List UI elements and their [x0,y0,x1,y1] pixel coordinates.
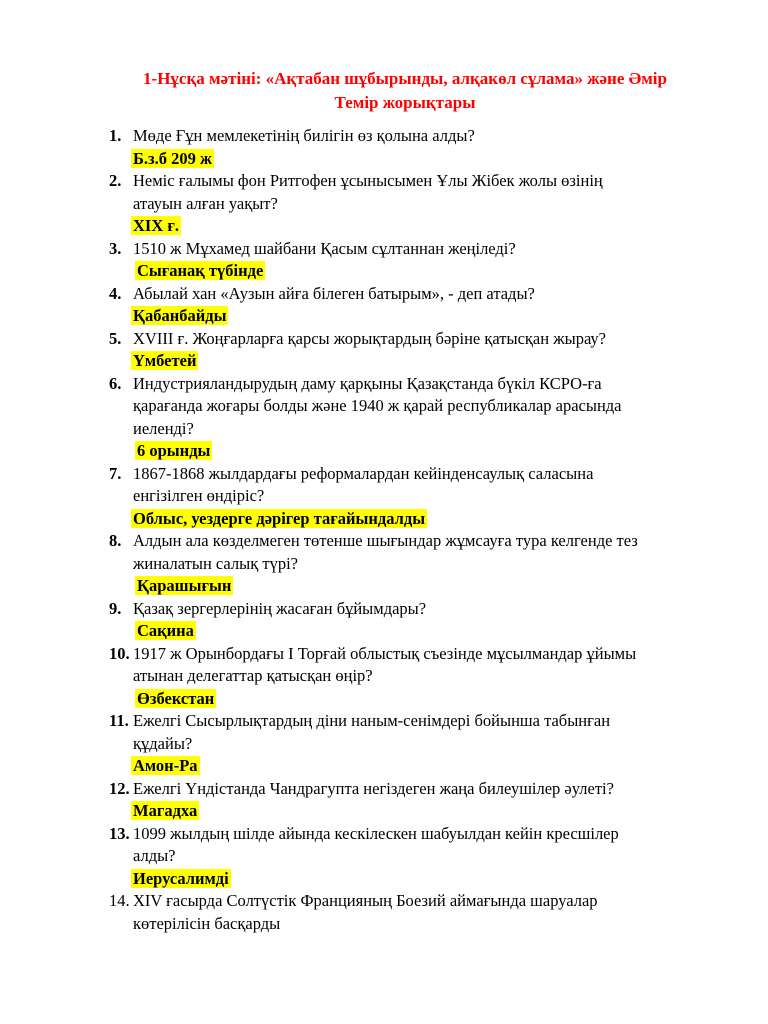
question-number: 3. [109,238,122,258]
title-line-1: 1-Нұсқа мәтіні: «Ақтабан шұбырынды, алқакөл сұлама» және Әмір [143,69,667,88]
question-line: алды? [133,846,176,865]
answer-highlight: Б.з.б 209 ж [133,148,213,168]
question-item [0,710,768,778]
answer-highlight: Өзбекстан [137,688,215,708]
question-line: атауын алған уақыт? [133,193,278,213]
question-text [133,530,693,575]
question-number: 13. [109,823,130,843]
answer-highlight: ХІХ ғ. [133,216,179,235]
answer-highlight: Қарашығын [137,576,232,595]
answer-highlight: Сақина [137,621,194,640]
answer-line [131,800,768,823]
question-list [0,125,768,935]
answer-line [135,260,768,283]
question-text [133,283,693,306]
question-item [0,283,768,328]
question-line: Ежелгі Сысырлықтардың діни наным-сенімдері бойынша табынған [133,711,611,730]
question-item [0,170,768,238]
question-number: 5. [109,328,122,348]
question-line: Неміс ғалымы фон Ритгофен ұсынысымен Ұлы Жібек жолы өзінің [133,171,603,190]
answer-line [135,440,768,463]
question-text [133,710,693,755]
answer-line [135,688,768,711]
question-text [133,125,693,148]
question-number: 1. [109,126,122,145]
question-text [133,238,693,261]
question-line: XIV ғасырда Солтүстік Францияның Боезий аймағында шаруалар [133,891,598,910]
question-number: 10. [109,643,130,663]
question-line: 1917 ж Орынбордағы І Торғай облыстық съезінде мұсылмандар ұйымы [133,643,637,663]
document-title [60,67,750,115]
question-line: 1867-1868 жылдардағы реформалардан кейінденсаулық саласына [133,463,594,483]
question-item [0,890,768,935]
question-number: 7. [109,463,122,483]
question-item [0,643,768,711]
answer-line [131,350,768,373]
question-line: көтерілісін басқарды [133,913,281,933]
question-item [0,463,768,531]
question-line: енгізілген өндіріс? [133,486,265,505]
question-text [133,170,693,215]
question-line: Индустрияландырудың даму қарқыны Қазақстанда бүкіл КСРО-ға [133,373,602,393]
question-line: Алдын ала көзделмеген төтенше шығындар жұмсауға тура келгенде тез [133,531,638,550]
question-text [133,328,693,351]
answer-line [131,148,768,171]
question-line: Абылай хан «Аузын айға білеген батырым», - деп атады? [133,283,535,303]
answer-highlight: Магадха [133,801,198,820]
question-line: қарағанда жоғары болды және 1940 ж қарай республикалар арасында [133,396,622,415]
question-number: 11. [109,711,129,730]
question-line: Қазақ зергерлерінің жасаған бұйымдары? [133,598,427,618]
answer-line [131,755,768,778]
answer-line [131,305,768,328]
question-item [0,238,768,283]
question-number: 2. [109,171,122,190]
question-line: 1510 ж Мұхамед шайбани Қасым сұлтаннан жеңіледі? [133,238,516,258]
question-line: XVIII ғ. Жоңғарларға қарсы жорықтардың бәріне қатысқан жырау? [133,328,607,348]
answer-line [135,575,768,598]
question-number: 8. [109,531,122,550]
answer-highlight: 6 орынды [137,441,211,460]
question-item [0,598,768,643]
question-text [133,598,693,621]
question-line: атынан делегаттар қатысқан өңір? [133,666,373,685]
question-text [133,778,693,801]
question-text [133,373,693,441]
answer-highlight: Иерусалимді [133,868,229,888]
answer-highlight: Амон-Ра [133,756,198,775]
question-text [133,643,693,688]
question-line: жиналатын салық түрі? [133,553,298,573]
question-line: иеленді? [133,418,194,438]
question-line: құдайы? [133,733,193,753]
question-line: Ежелгі Үндістанда Чандрагупта негіздеген жаңа билеушілер әулеті? [133,778,614,798]
answer-line [131,868,768,891]
question-item [0,125,768,170]
answer-highlight: Облыс, уездерге дәрігер тағайындалды [133,508,426,528]
answer-highlight: Үмбетей [133,351,197,370]
question-text [133,823,693,868]
question-item [0,530,768,598]
question-text [133,890,693,935]
title-line-2: Темір жорықтары [334,93,476,112]
question-number: 9. [109,598,122,618]
answer-line [135,620,768,643]
question-number: 12. [109,778,130,798]
answer-line [131,508,768,531]
answer-line [131,215,768,238]
question-number: 4. [109,283,122,303]
question-text [133,463,693,508]
question-number: 14. [109,891,130,910]
question-item [0,328,768,373]
question-item [0,823,768,891]
question-number: 6. [109,373,122,393]
question-item [0,778,768,823]
question-line: Мөде Ғұн мемлекетінің билігін өз қолына алды? [133,126,475,145]
answer-highlight: Сығанақ түбінде [137,261,264,280]
answer-highlight: Қабанбайды [133,306,227,325]
question-line: 1099 жылдың шілде айында кескілескен шабуылдан кейін кресшілер [133,823,619,843]
question-item [0,373,768,463]
